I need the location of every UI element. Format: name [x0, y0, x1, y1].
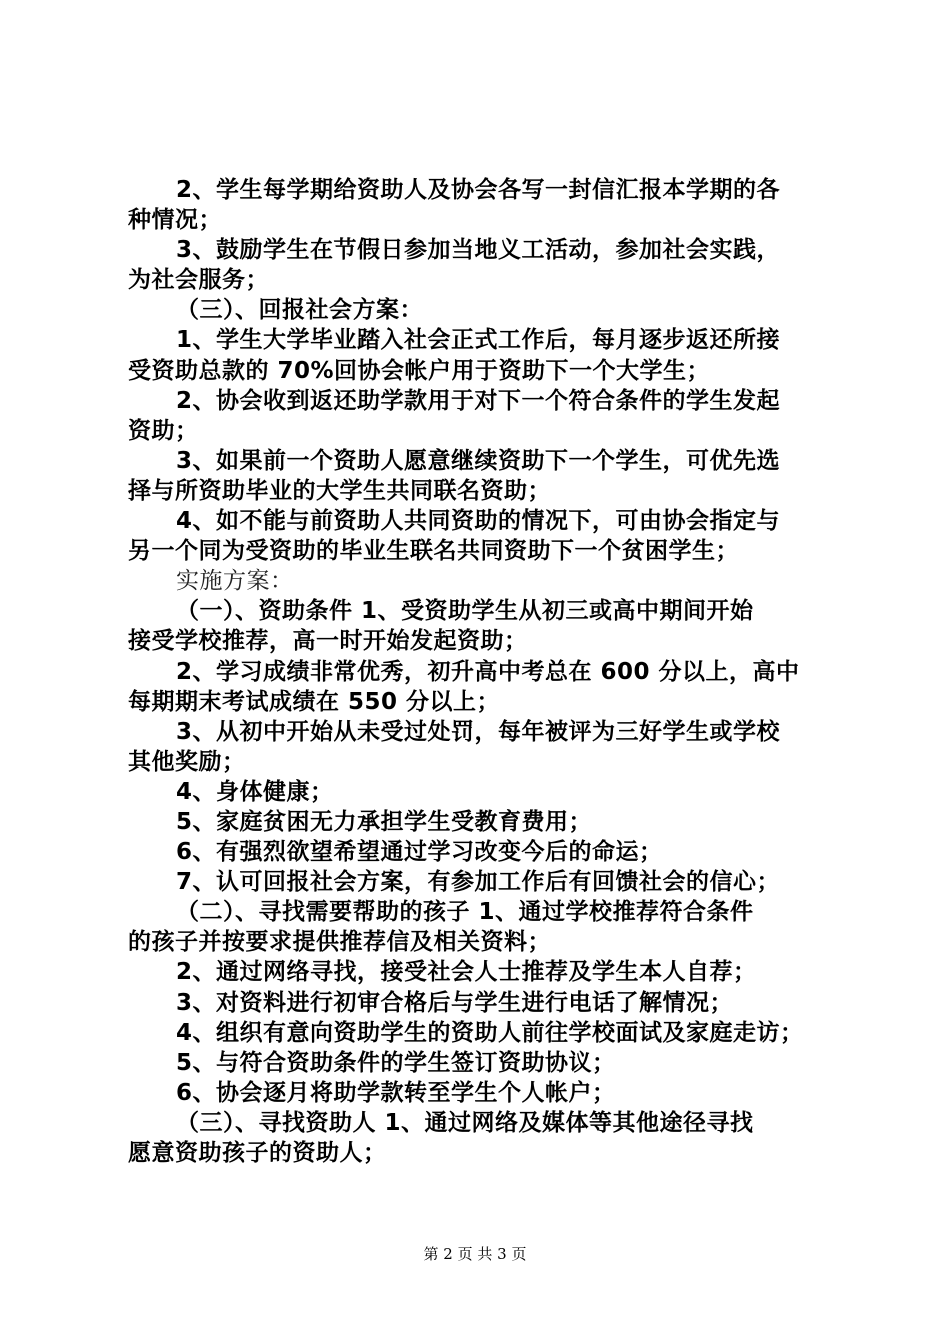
text-line: 2、协会收到返还助学款用于对下一个符合条件的学生发起	[176, 387, 781, 414]
text-line: 3、对资料进行初审合格后与学生进行电话了解情况；	[176, 989, 734, 1016]
text-line: 的孩子并按要求提供推荐信及相关资料；	[128, 929, 551, 956]
text-line: 3、如果前一个资助人愿意继续资助下一个学生，可优先选	[176, 447, 781, 474]
document-body	[128, 175, 840, 1168]
section-heading: （三）、回报社会方案：	[176, 297, 423, 324]
text-line: 2、学习成绩非常优秀，初升高中考总在 600 分以上，高中	[176, 658, 800, 685]
page-footer: 第 2 页 共 3 页	[423, 1245, 527, 1263]
text-line: （三）、寻找资助人 1、通过网络及媒体等其他途径寻找	[176, 1109, 754, 1136]
text-line: 接受学校推荐，高一时开始发起资助；	[128, 628, 528, 655]
text-line: 2、学生每学期给资助人及协会各写一封信汇报本学期的各	[176, 177, 781, 203]
text-line: 3、鼓励学生在节假日参加当地义工活动，参加社会实践，	[176, 237, 781, 264]
text-line: 4、组织有意向资助学生的资助人前往学校面试及家庭走访；	[176, 1019, 804, 1046]
text-line: 1、学生大学毕业踏入社会正式工作后，每月逐步返还所接	[176, 327, 781, 354]
text-line: 7、认可回报社会方案，有参加工作后有回馈社会的信心；	[176, 869, 781, 896]
text-line: 为社会服务；	[128, 267, 269, 294]
text-line: 5、与符合资助条件的学生签订资助协议；	[176, 1049, 616, 1076]
text-line: 另一个同为受资助的毕业生联名共同资助下一个贫困学生；	[128, 538, 739, 565]
text-line: 2、通过网络寻找，接受社会人士推荐及学生本人自荐；	[176, 959, 757, 986]
text-line: 其他奖励；	[128, 748, 246, 775]
text-line: 5、家庭贫困无力承担学生受教育费用；	[176, 808, 593, 835]
text-line: 4、身体健康；	[176, 778, 334, 805]
text-line: 6、有强烈欲望希望通过学习改变今后的命运；	[176, 839, 663, 866]
text-line: 愿意资助孩子的资助人；	[128, 1140, 387, 1166]
text-line: 种情况；	[128, 207, 222, 234]
text-line: 资助；	[128, 417, 199, 444]
text-line: 4、如不能与前资助人共同资助的情况下，可由协会指定与	[176, 508, 781, 535]
text-line: 每期期末考试成绩在 550 分以上；	[128, 688, 501, 715]
section-heading: 实施方案：	[176, 568, 294, 595]
text-line: 受资助总款的 70%回协会帐户用于资助下一个大学生；	[128, 357, 711, 384]
text-line: （一）、资助条件 1、受资助学生从初三或高中期间开始	[176, 598, 754, 625]
text-line: 择与所资助毕业的大学生共同联名资助；	[128, 477, 551, 504]
text-line: （二）、寻找需要帮助的孩子 1、通过学校推荐符合条件	[176, 899, 754, 926]
text-line: 6、协会逐月将助学款转至学生个人帐户；	[176, 1079, 616, 1106]
text-line: 3、从初中开始从未受过处罚，每年被评为三好学生或学校	[176, 718, 781, 745]
